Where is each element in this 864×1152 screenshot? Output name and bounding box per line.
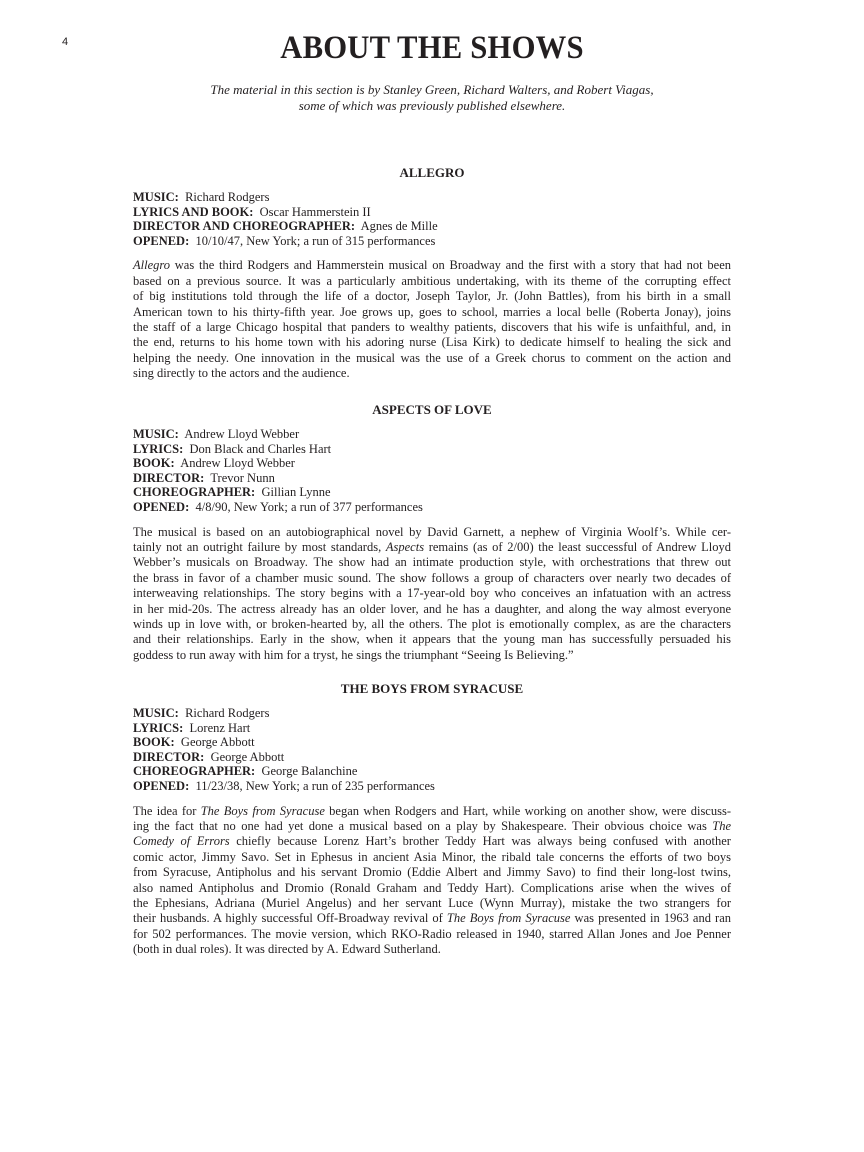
credit-value: 11/23/38, New York; a run of 235 performances xyxy=(195,778,435,793)
description-line xyxy=(133,305,731,320)
line-text: the end, returns to his home town with his adoring nurse (Lisa Kirk) to dedicate himself to healing the sick and xyxy=(133,335,731,350)
description-line xyxy=(133,571,731,586)
credits-list xyxy=(133,190,731,248)
italic-title: Comedy of Errors xyxy=(133,834,230,849)
credit-row xyxy=(133,427,731,442)
line-text: helping the needy. One innovation in the musical was the use of a Greek chorus to comment on the action and xyxy=(133,350,731,365)
line-text: was presented in 1963 and ran xyxy=(570,911,732,926)
line-text: and their relationships. Early in the show, when it appears that the young man has successfully persuaded his xyxy=(133,632,731,647)
credit-label: DIRECTOR: xyxy=(133,470,205,485)
line-text: goddess to run away with him for a tryst, he sings the triumphant “Seeing Is Believing.” xyxy=(133,647,574,662)
credit-row xyxy=(133,234,731,249)
show-title: THE BOYS FROM SYRACUSE xyxy=(340,681,524,696)
line-text: The musical is based on an autobiographical novel by David Garnett, a nephew of Virginia Woolf’s. While cer- xyxy=(133,524,731,539)
line-text: began when Rodgers and Hart, while working on another show, were discuss- xyxy=(324,803,731,818)
description-line xyxy=(133,648,731,663)
description-line xyxy=(133,366,731,381)
page-title: ABOUT THE SHOWS xyxy=(280,30,584,66)
show-title: ASPECTS OF LOVE xyxy=(372,402,492,417)
line-text: their husbands. A highly successful Off-Broadway revival of xyxy=(133,911,447,926)
credit-value: Gillian Lynne xyxy=(261,485,331,500)
show-description xyxy=(133,525,731,664)
line-text: for 502 performances. The movie version, which RKO-Radio released in 1940, starred Allan Jones and Joe Penner xyxy=(133,926,731,941)
credit-value: George Abbott xyxy=(210,749,285,764)
credit-row xyxy=(133,706,731,721)
credit-value: 4/8/90, New York; a run of 377 performances xyxy=(195,499,423,514)
credits-list xyxy=(133,427,731,515)
show-title: ALLEGRO xyxy=(399,165,465,180)
credit-row xyxy=(133,750,731,765)
credit-label: DIRECTOR: xyxy=(133,749,205,764)
description-line xyxy=(133,540,731,555)
description-line xyxy=(133,865,731,880)
description-line xyxy=(133,258,731,273)
line-text: chiefly because Lorenz Hart’s brother Teddy Hart was always being confused with another xyxy=(229,834,731,849)
italic-title: Allegro xyxy=(133,258,171,273)
description-line xyxy=(133,289,731,304)
credit-label: CHOREOGRAPHER: xyxy=(133,485,256,500)
line-text: of big institutions told through the life of a doctor, Joseph Taylor, Jr. (John Battles), from his birth in a small xyxy=(133,289,731,304)
line-text: winds up in love with, or broken-hearted by, all the others. The plot is emotionally complex, as are the characters xyxy=(133,617,731,631)
credit-value: Lorenz Hart xyxy=(189,720,251,735)
description-line xyxy=(133,834,731,849)
description-line xyxy=(133,602,731,617)
credit-row xyxy=(133,471,731,486)
show-section-boys-from-syracuse xyxy=(133,681,731,958)
credit-label: MUSIC: xyxy=(133,706,179,720)
italic-title: The Boys from Syracuse xyxy=(446,911,571,926)
credit-label: LYRICS: xyxy=(133,720,184,735)
credit-row xyxy=(133,485,731,500)
italic-title: The Boys from Syracuse xyxy=(200,803,325,818)
credit-value: Richard Rodgers xyxy=(185,190,270,204)
show-section-allegro xyxy=(133,165,731,382)
credit-label: BOOK: xyxy=(133,735,175,750)
credit-label: OPENED: xyxy=(133,233,190,248)
line-text: comic actor, Jimmy Savo. Set in Ephesus in ancient Asia Minor, the ribald tale concerns the efforts of two boys xyxy=(133,849,731,864)
credits-list xyxy=(133,706,731,794)
credit-value: Andrew Lloyd Webber xyxy=(180,456,295,471)
description-line xyxy=(133,819,731,834)
line-text: (both in dual roles). It was directed by A. Edward Sutherland. xyxy=(133,942,441,957)
description-line xyxy=(133,942,731,957)
page-number: 4 xyxy=(62,36,69,48)
subtitle-line: The material in this section is by Stanley Green, Richard Walters, and Robert Viagas, xyxy=(210,82,654,97)
line-text: the brass in favor of a chamber music sound. The show follows a group of characters over nearly two decades of xyxy=(133,570,731,585)
show-section-aspects-of-love xyxy=(133,402,731,663)
show-description xyxy=(133,258,731,381)
description-line xyxy=(133,804,731,819)
line-text: The idea for xyxy=(133,803,201,818)
credit-row xyxy=(133,456,731,471)
credit-value: Don Black and Charles Hart xyxy=(189,441,332,456)
credit-label: LYRICS AND BOOK: xyxy=(133,204,254,219)
credit-row xyxy=(133,764,731,779)
credit-label: MUSIC: xyxy=(133,427,179,441)
page-subtitle xyxy=(0,82,864,114)
credit-value: George Abbott xyxy=(180,735,255,750)
credit-value: Agnes de Mille xyxy=(360,219,438,234)
show-description xyxy=(133,804,731,958)
credit-row xyxy=(133,779,731,794)
line-text: American town to his thirty-fifth year. Joe grows up, goes to school, marries a local belle (Roberta Jonay), joins xyxy=(133,304,731,319)
credit-value: George Balanchine xyxy=(261,764,358,779)
italic-title: The xyxy=(712,818,731,833)
description-line xyxy=(133,335,731,350)
description-line xyxy=(133,850,731,865)
line-text: tainly not an outright failure by most standards, xyxy=(133,539,386,554)
description-line xyxy=(133,911,731,926)
credit-label: LYRICS: xyxy=(133,441,184,456)
italic-title: Aspects xyxy=(385,539,425,554)
credit-label: CHOREOGRAPHER: xyxy=(133,764,256,779)
line-text: Webber’s musicals on Broadway. The show had an intimate production style, with orchestrations that threw out xyxy=(133,555,731,570)
line-text: ing the fact that no one had yet done a musical based on a play by Shakespeare. Their obvious choice was xyxy=(133,818,713,833)
line-text: also named Antipholus and Dromio (Ronald Graham and Teddy Hart). Complications arise when the wives of xyxy=(133,880,731,895)
description-line xyxy=(133,927,731,942)
description-line xyxy=(133,881,731,896)
credit-value: 10/10/47, New York; a run of 315 performances xyxy=(195,233,436,248)
line-text: interweaving relationships. The story begins with a 17-year-old boy who conceives an infatuation with an actress xyxy=(133,586,731,601)
description-line xyxy=(133,555,731,570)
line-text: the Ephesians, Adriana (Muriel Angelus) and her servant Luce (Wynn Murray), mistake the two strangers for xyxy=(133,896,731,910)
credit-row xyxy=(133,190,731,205)
credit-label: OPENED: xyxy=(133,778,190,793)
line-text: in her mid-20s. The actress already has an older lover, and he has a daughter, and along the way almost everyone xyxy=(133,601,731,616)
line-text: based on a previous source. It was a particularly ambitious undertaking, with its theme of the corrupting effect xyxy=(133,273,731,288)
description-line xyxy=(133,525,731,540)
credit-row xyxy=(133,500,731,515)
credit-label: OPENED: xyxy=(133,499,190,514)
description-line xyxy=(133,632,731,647)
credit-row xyxy=(133,219,731,234)
description-line xyxy=(133,320,731,335)
description-line xyxy=(133,617,731,632)
credit-row xyxy=(133,735,731,750)
subtitle-line: some of which was previously published elsewhere. xyxy=(298,98,566,113)
credit-label: MUSIC: xyxy=(133,190,179,204)
line-text: the staff of a large Chicago hospital that panders to wealthy patients, discovers that his wife is unfaithful, and, in xyxy=(133,320,731,334)
line-text: from Syracuse, Antipholus and his servant Dromio (Eddie Albert and Jimmy Savo) to find their long-lost twins, xyxy=(133,865,731,880)
credit-row xyxy=(133,442,731,457)
description-line xyxy=(133,274,731,289)
credit-value: Oscar Hammerstein II xyxy=(259,204,371,219)
credit-row xyxy=(133,721,731,736)
line-text: remains (as of 2/00) the least successful of Andrew Lloyd xyxy=(424,539,731,554)
credit-value: Richard Rodgers xyxy=(185,706,270,720)
credit-value: Andrew Lloyd Webber xyxy=(184,427,300,441)
description-line xyxy=(133,586,731,601)
line-text: sing directly to the actors and the audience. xyxy=(133,366,350,381)
credit-value: Trevor Nunn xyxy=(210,470,275,485)
line-text: was the third Rodgers and Hammerstein musical on Broadway and the first with a story that had not been xyxy=(170,258,731,273)
credit-label: DIRECTOR AND CHOREOGRAPHER: xyxy=(133,219,356,234)
description-line xyxy=(133,351,731,366)
credit-row xyxy=(133,205,731,220)
credit-label: BOOK: xyxy=(133,456,175,471)
description-line xyxy=(133,896,731,911)
